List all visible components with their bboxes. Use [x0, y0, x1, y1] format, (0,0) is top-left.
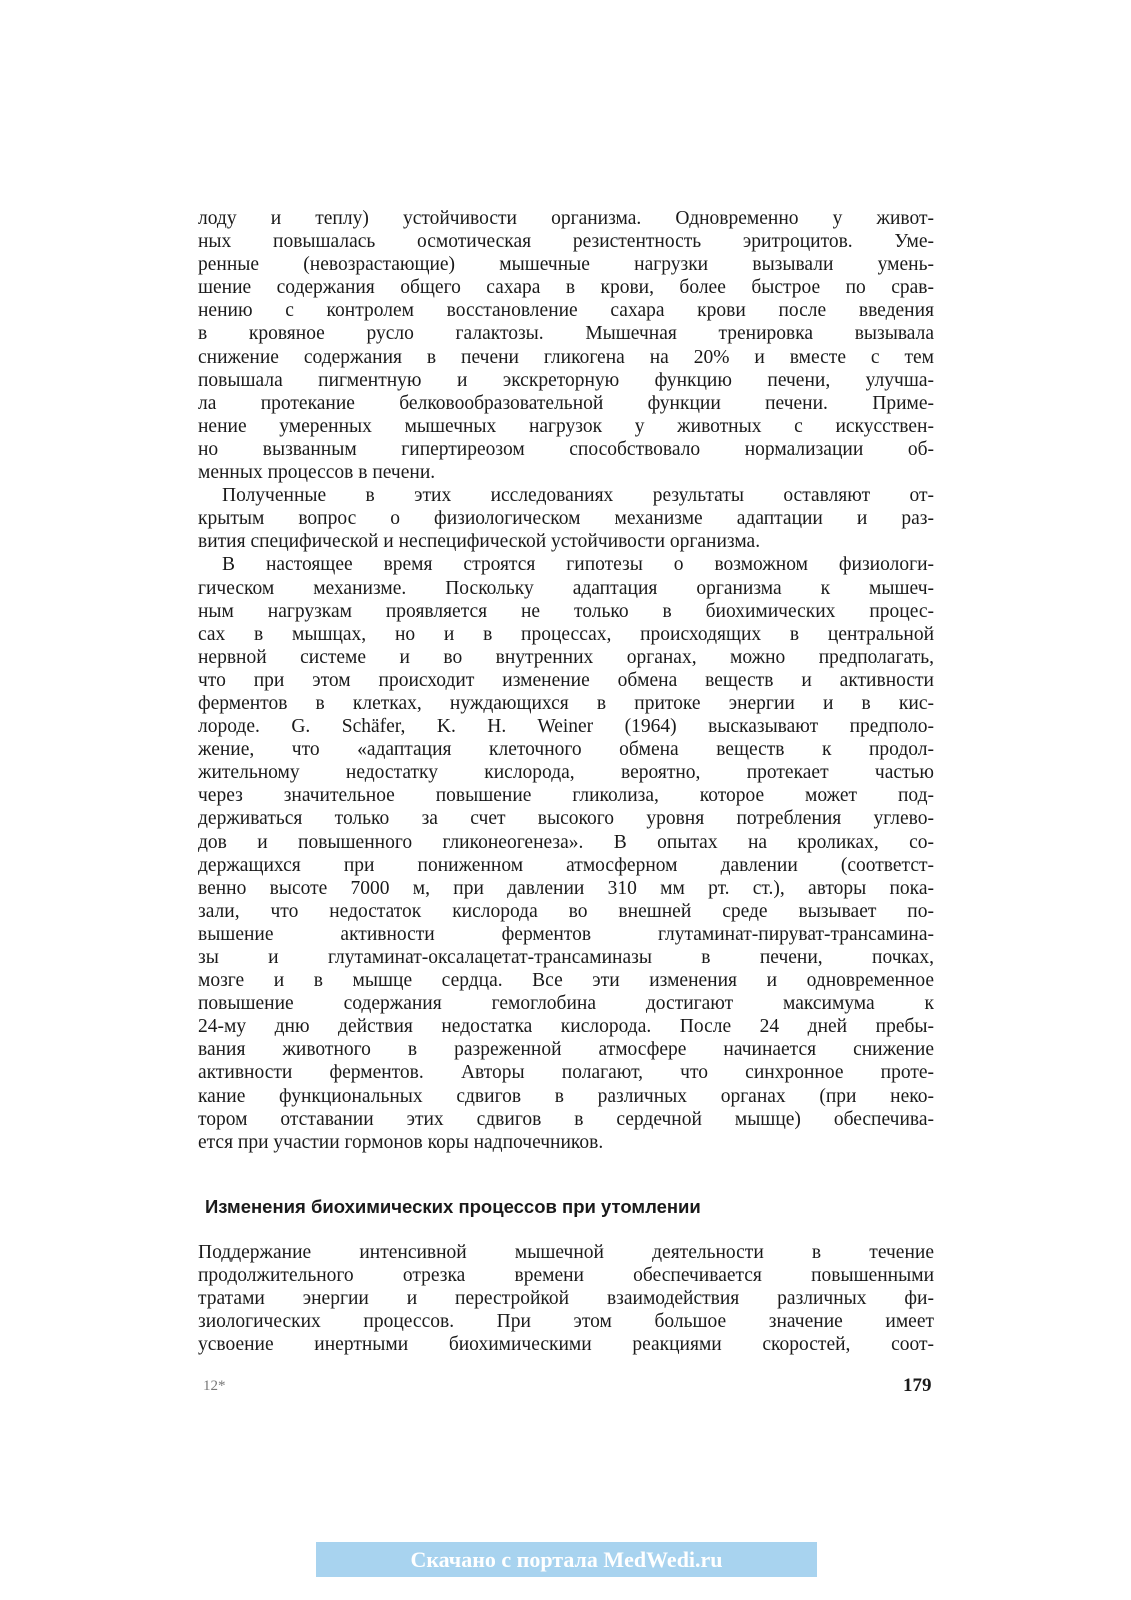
text-line: гическом механизме. Поскольку адаптация организма к мышеч- — [198, 577, 934, 599]
text-line: Поддержание интенсивной мышечной деятельности в течение — [198, 1242, 934, 1263]
text-line: снижение содержания в печени гликогена на 20% и вместе с тем — [198, 346, 934, 368]
text-line: держиваться только за счет высокого уровня потребления углево- — [198, 808, 934, 830]
watermark-banner: Скачано с портала MedWedi.ru — [316, 1542, 817, 1577]
text-line: зали, что недостаток кислорода во внешней среде вызывает по- — [198, 900, 934, 922]
text-line: нервной системе и во внутренних органах, можно предполагать, — [198, 646, 934, 668]
text-line: вышение активности ферментов глутаминат-пируват-трансамина- — [198, 923, 934, 945]
text-line: продолжительного отрезка времени обеспечивается повышенными — [198, 1265, 934, 1287]
paragraph — [198, 553, 934, 1153]
text-line: кание функциональных сдвигов в различных органах (при неко- — [198, 1085, 934, 1107]
text-line: вания животного в разреженной атмосфере начинается снижение — [198, 1039, 934, 1061]
text-line: зы и глутаминат-оксалацетат-трансаминазы в печени, почках, — [198, 947, 934, 968]
section-heading: Изменения биохимических процессов при утомлении — [205, 1196, 701, 1217]
text-line: повышение содержания гемоглобина достигают максимума к — [198, 993, 934, 1015]
paragraph — [198, 484, 934, 553]
text-line: жительному недостатку кислорода, вероятно, протекает частью — [198, 762, 934, 784]
text-line: Полученные в этих исследованиях результаты оставляют от- — [222, 485, 934, 507]
text-line: нению с контролем восстановление сахара крови после введения — [198, 300, 934, 322]
text-line: через значительное повышение гликолиза, которое может под- — [198, 785, 934, 807]
text-line: держащихся при пониженном атмосферном давлении (соответст- — [198, 854, 934, 876]
text-line: лороде. G. Schäfer, K. H. Weiner (1964) высказывают предполо- — [198, 716, 934, 738]
text-line: ным нагрузкам проявляется не только в биохимических процес- — [198, 600, 934, 622]
text-line: сах в мышцах, но и в процессах, происходящих в центральной — [198, 623, 934, 645]
text-line: активности ферментов. Авторы полагают, что синхронное проте- — [198, 1062, 934, 1084]
text-line: лоду и теплу) устойчивости организма. Одновременно у живот- — [198, 208, 934, 229]
text-line: венно высоте 7000 м, при давлении 310 мм рт. ст.), авторы пока- — [198, 877, 934, 899]
text-line: в кровяное русло галактозы. Мышечная тренировка вызывала — [198, 323, 934, 345]
paragraph — [198, 207, 934, 484]
page-number: 179 — [903, 1375, 932, 1396]
section-text — [198, 1241, 934, 1356]
body-text — [198, 207, 934, 1154]
text-line: зиологических процессов. При этом большое значение имеет — [198, 1311, 934, 1333]
text-line: жение, что «адаптация клеточного обмена веществ к продол- — [198, 739, 934, 761]
footer-signature: 12* — [203, 1378, 226, 1394]
text-line: мозге и в мышце сердца. Все эти изменения и одновременное — [198, 970, 934, 992]
text-line: тором отставании этих сдвигов в сердечной мышце) обеспечива- — [198, 1108, 934, 1130]
text-line: усвоение инертными биохимическими реакциями скоростей, соот- — [198, 1334, 934, 1356]
text-line: нение умеренных мышечных нагрузок у животных с искусствен- — [198, 415, 934, 437]
text-line: В настоящее время строятся гипотезы о возможном физиологи- — [222, 554, 934, 576]
text-line: ренные (невозрастающие) мышечные нагрузки вызывали умень- — [198, 254, 934, 276]
text-line: менных процессов в печени. — [198, 462, 436, 484]
text-line: крытым вопрос о физиологическом механизме адаптации и раз- — [198, 508, 934, 530]
text-line: ла протекание белковообразовательной функции печени. Приме- — [198, 392, 934, 414]
text-line: повышала пигментную и экскреторную функцию печени, улучша- — [198, 369, 934, 391]
text-line: шение содержания общего сахара в крови, более быстрое по срав- — [198, 277, 934, 299]
text-line: но вызванным гипертиреозом способствовало нормализации об- — [198, 438, 934, 460]
text-line: ных повышалась осмотическая резистентность эритроцитов. Уме- — [198, 231, 934, 253]
text-line: дов и повышенного гликонеогенеза». В опытах на кроликах, со- — [198, 831, 934, 853]
text-line: 24-му дню действия недостатка кислорода. После 24 дней пребы- — [198, 1016, 934, 1038]
text-line: вития специфической и неспецифической устойчивости организма. — [198, 531, 761, 553]
text-line: тратами энергии и перестройкой взаимодействия различных фи- — [198, 1288, 934, 1310]
text-line: что при этом происходит изменение обмена веществ и активности — [198, 669, 934, 691]
text-line: ется при участии гормонов коры надпочечников. — [198, 1131, 604, 1153]
text-line: ферментов в клетках, нуждающихся в притоке энергии и в кис- — [198, 692, 934, 714]
